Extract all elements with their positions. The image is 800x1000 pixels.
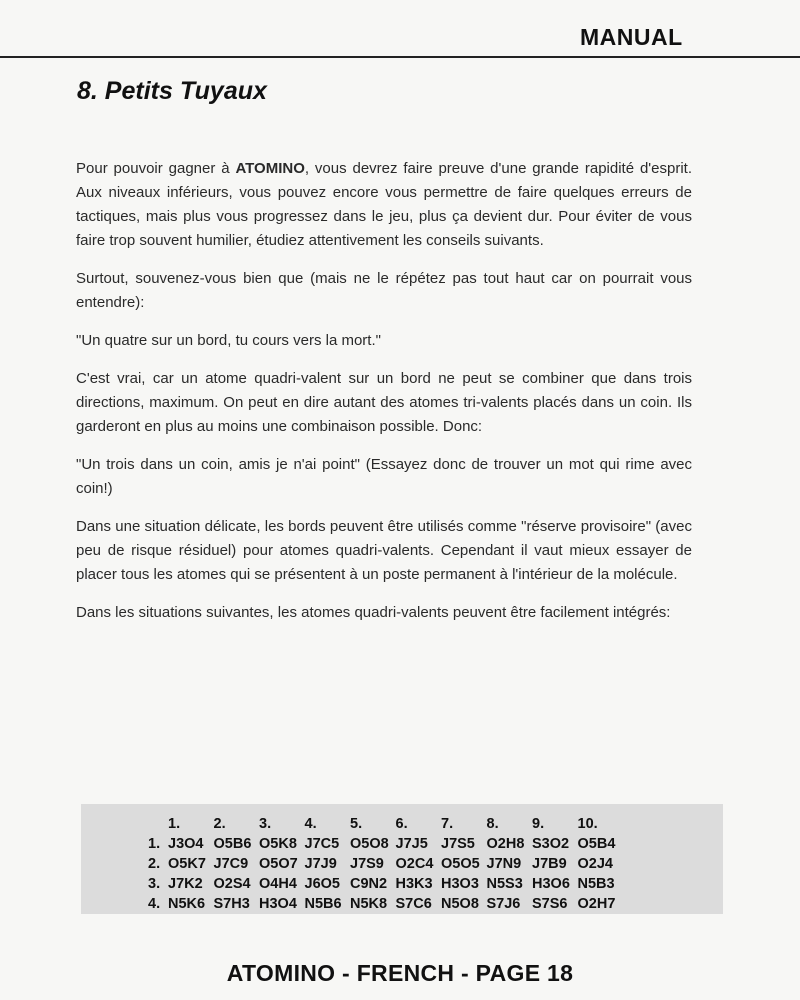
level-code: C9N2 bbox=[350, 876, 388, 892]
paragraph-4: C'est vrai, car un atome quadri-valent sur un bord ne peut se combiner que dans trois directions, maximum. On peut en dire autant des atomes tri-valents placés dans un coin. Ils garderont en plus au moins une combinaison possible. Donc: bbox=[76, 370, 692, 435]
codes-row-label: 2. bbox=[148, 856, 161, 872]
level-code: N5B6 bbox=[304, 896, 342, 912]
level-code: J7N9 bbox=[486, 856, 522, 872]
level-code: J7J5 bbox=[395, 836, 428, 852]
paragraph-7: Dans les situations suivantes, les atomes quadri-valents peuvent être facilement intégrés: bbox=[76, 604, 671, 621]
level-code: H3O3 bbox=[441, 876, 479, 892]
page-footer: ATOMINO - FRENCH - PAGE 18 bbox=[226, 960, 574, 986]
level-code: J7S9 bbox=[350, 856, 384, 872]
paragraph-6: Dans une situation délicate, les bords peuvent être utilisés comme "réserve provisoire" (avec peu de risque résiduel) pour atomes quadri-valents. Cependant il vaut mieux essayer de placer tous les atomes qui se présentent à un poste permanent à l'intérieur de la molécule. bbox=[76, 518, 692, 583]
level-code: N5K6 bbox=[168, 896, 206, 912]
codes-column-header: 5. bbox=[350, 816, 363, 832]
level-code: J7S5 bbox=[441, 836, 475, 852]
codes-row bbox=[148, 894, 628, 914]
level-code: O2H7 bbox=[577, 896, 616, 912]
level-code: O4H4 bbox=[259, 876, 297, 892]
level-code: J7C9 bbox=[213, 856, 249, 872]
level-code: H3K3 bbox=[395, 876, 433, 892]
codes-row bbox=[148, 854, 628, 874]
codes-row bbox=[148, 834, 628, 854]
level-code: J7J9 bbox=[304, 856, 337, 872]
paragraph-1 bbox=[76, 157, 692, 253]
section-title: 8. Petits Tuyaux bbox=[77, 77, 267, 105]
level-code: O5K8 bbox=[259, 836, 297, 852]
codes-row-label: 4. bbox=[148, 896, 161, 912]
codes-header-spacer bbox=[148, 814, 168, 834]
level-code: J3O4 bbox=[168, 836, 204, 852]
level-code: N5S3 bbox=[486, 876, 523, 892]
codes-header-row bbox=[148, 814, 628, 834]
level-code: O2J4 bbox=[577, 856, 613, 872]
codes-row-label: 3. bbox=[148, 876, 161, 892]
game-name: ATOMINO bbox=[235, 160, 305, 177]
codes-column-header: 4. bbox=[304, 816, 317, 832]
codes-column-header: 7. bbox=[441, 816, 454, 832]
level-code: S7S6 bbox=[532, 896, 568, 912]
level-code: N5B3 bbox=[577, 876, 615, 892]
paragraph-2: Surtout, souvenez-vous bien que (mais ne le répétez pas tout haut car on pourrait vous entendre): bbox=[76, 270, 692, 311]
paragraph-3: "Un quatre sur un bord, tu cours vers la mort." bbox=[76, 332, 381, 349]
codes-row-label: 1. bbox=[148, 836, 161, 852]
page-header-label: MANUAL bbox=[580, 24, 683, 50]
level-code: J6O5 bbox=[304, 876, 340, 892]
level-code: J7K2 bbox=[168, 876, 203, 892]
paragraph-5: "Un trois dans un coin, amis je n'ai point" (Essayez donc de trouver un mot qui rime avec coin!) bbox=[76, 456, 692, 497]
codes-row bbox=[148, 874, 628, 894]
level-code: O5B6 bbox=[213, 836, 252, 852]
level-code: O2H8 bbox=[486, 836, 525, 852]
level-code: J7C5 bbox=[304, 836, 340, 852]
level-code: J7B9 bbox=[532, 856, 567, 872]
codes-column-header: 6. bbox=[395, 816, 408, 832]
codes-column-header: 8. bbox=[486, 816, 499, 832]
level-code: S7J6 bbox=[486, 896, 521, 912]
level-code: O5O8 bbox=[350, 836, 389, 852]
codes-column-header: 9. bbox=[532, 816, 545, 832]
codes-column-header: 1. bbox=[168, 816, 181, 832]
level-code: H3O4 bbox=[259, 896, 297, 912]
paragraph-1-start: Pour pouvoir gagner à bbox=[76, 160, 236, 177]
level-code: N5O8 bbox=[441, 896, 479, 912]
level-code: O5B4 bbox=[577, 836, 616, 852]
level-code: H3O6 bbox=[532, 876, 570, 892]
level-code: O5O7 bbox=[259, 856, 298, 872]
codes-column-header: 10. bbox=[577, 816, 598, 832]
level-code: S7C6 bbox=[395, 896, 432, 912]
level-codes-table bbox=[148, 814, 628, 914]
level-code: N5K8 bbox=[350, 896, 388, 912]
level-code: O5O5 bbox=[441, 856, 480, 872]
paragraph-1-end: , vous devrez faire preuve d'une grande rapidité d'esprit. Aux niveaux inférieurs, vous pouvez encore vous permettre de faire quelques erreurs de tactiques, mais plus vous progressez dans le jeu, plus ça devient dur. Pour éviter de vous faire trop souvent humilier, étudiez attentivement les conseils suivants. bbox=[76, 160, 692, 249]
level-code: S3O2 bbox=[532, 836, 570, 852]
level-code: O2S4 bbox=[213, 876, 251, 892]
codes-column-header: 2. bbox=[213, 816, 226, 832]
level-code: O2C4 bbox=[395, 856, 434, 872]
level-code: S7H3 bbox=[213, 896, 250, 912]
level-code: O5K7 bbox=[168, 856, 206, 872]
codes-column-header: 3. bbox=[259, 816, 272, 832]
header-rule bbox=[0, 56, 800, 58]
body-text bbox=[76, 157, 692, 639]
